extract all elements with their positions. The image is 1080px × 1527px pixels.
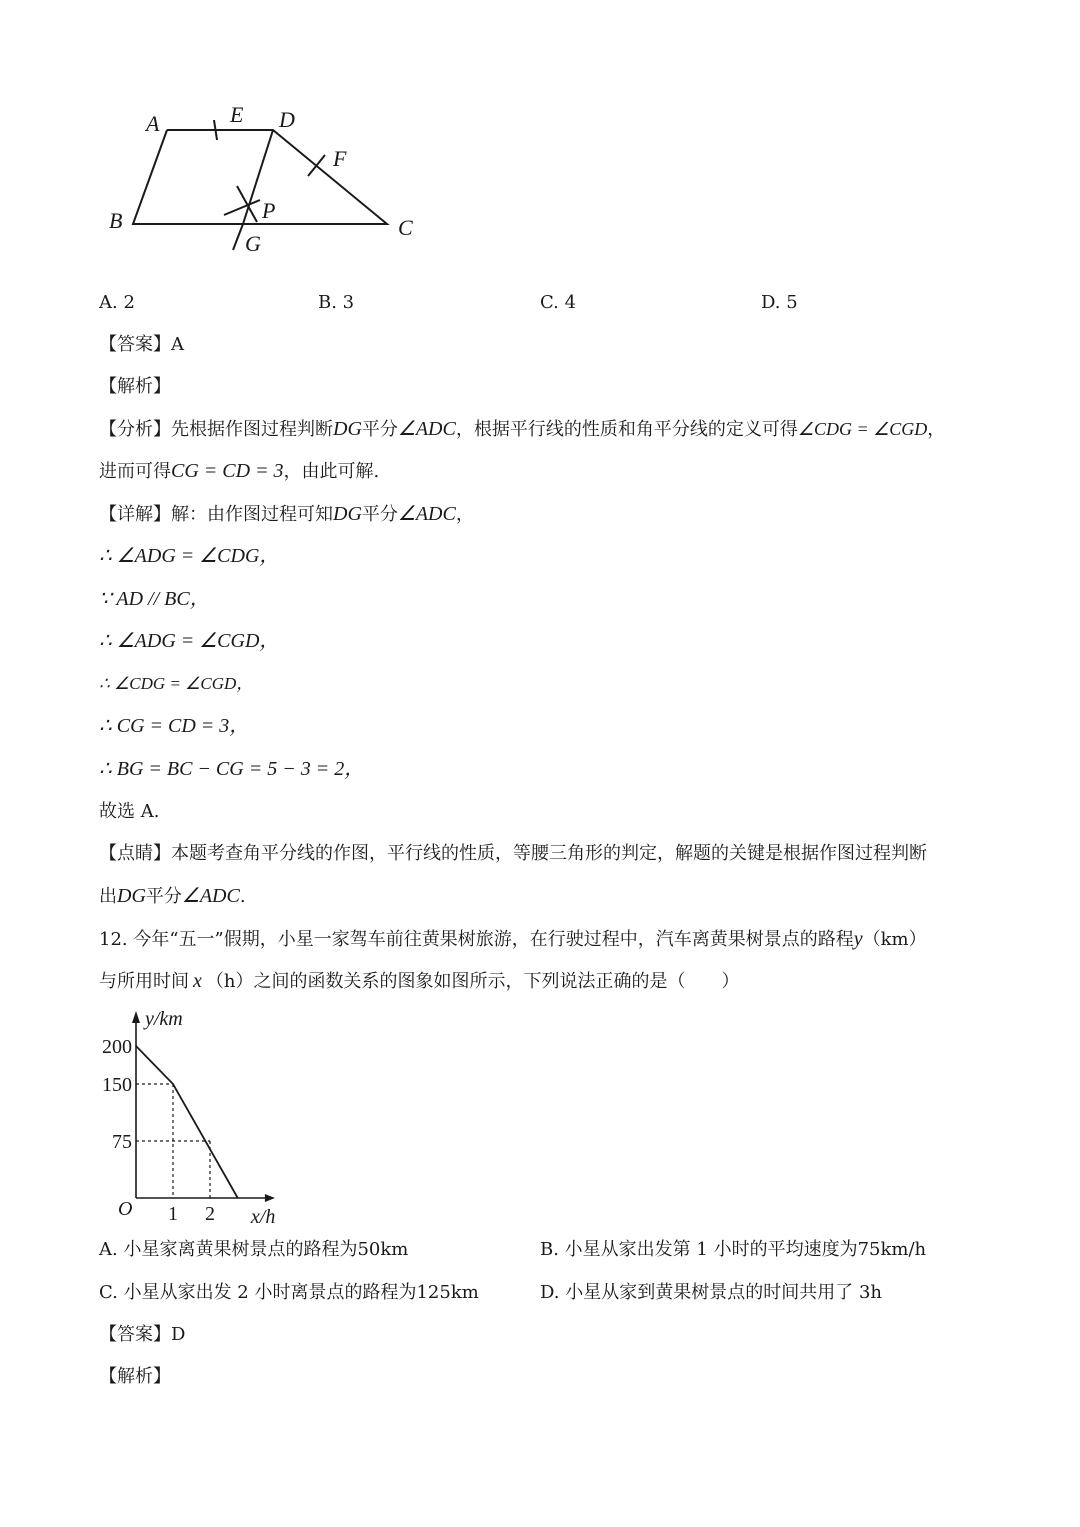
- y-axis-label: y/km: [145, 1008, 183, 1030]
- q11-option-b: B. 3: [318, 292, 355, 313]
- fenxi-eq: ∠CDG = ∠CGD: [797, 419, 928, 439]
- answer-tag: 【答案】: [99, 334, 171, 355]
- q12-stem-line1: [99, 927, 927, 952]
- dianjing-text: 本题考查角平分线的作图，平行线的性质，等腰三角形的判定，解题的关键是根据作图过程判断: [171, 843, 927, 864]
- fenxi2-eq: CG = CD = 3: [171, 460, 284, 482]
- xiangjie-tag: 【详解】: [99, 504, 171, 525]
- q11-step-2: ∵ AD // BC，: [99, 588, 210, 610]
- q11-fenxi-line1: [99, 417, 945, 442]
- answer-value: A: [171, 334, 184, 355]
- q12-unit-km: （km）: [862, 929, 927, 950]
- fenxi-tag: 【分析】: [99, 419, 171, 440]
- fenxi-text-e: ，根据平行线的性质和角平分线的定义可得: [455, 419, 798, 440]
- q11-step-1: ∴ ∠ADG = ∠CDG，: [99, 545, 280, 567]
- q11-option-d: D. 5: [761, 292, 798, 313]
- fenxi2-text-c: ，由此可解.: [283, 461, 380, 482]
- arc-mark-p1: [224, 200, 260, 215]
- q11-option-c: C. 4: [540, 292, 577, 313]
- q12-option-a: A. 小星家离黄果树景点的路程为50km: [99, 1239, 409, 1260]
- q12-text-1: 12. 今年“五一”假期，小星一家驾车前往黄果树旅游，在行驶过程中，汽车离黄果树景点的路程: [99, 929, 854, 950]
- q11-option-a: A. 2: [99, 292, 135, 313]
- label-E: E: [230, 102, 244, 127]
- dianjing-tag: 【点睛】: [99, 843, 171, 864]
- dianjing2-angle: ∠ADC: [181, 885, 240, 907]
- label-F: F: [333, 146, 347, 171]
- y-axis-arrow: [132, 1011, 140, 1023]
- label-A: A: [146, 111, 160, 136]
- dianjing2-dg: DG: [117, 885, 146, 907]
- y-tick-label-75: 75: [112, 1131, 132, 1153]
- q11-step-6: ∴ BG = BC − CG = 5 − 3 = 2，: [99, 758, 365, 780]
- y-tick-label-200: 200: [102, 1036, 132, 1058]
- label-P: P: [262, 198, 276, 223]
- label-C: C: [398, 215, 413, 240]
- xiangjie-dg: DG: [333, 503, 362, 525]
- y-tick-label-150: 150: [102, 1074, 132, 1096]
- xiangjie-text-c: 平分: [361, 504, 398, 525]
- q11-dianjing-line2: [99, 884, 246, 909]
- x-axis-label: x/h: [250, 1206, 276, 1227]
- q11-dianjing-line1: [99, 842, 927, 866]
- q12-answer: [99, 1323, 185, 1347]
- q12-text-2a: 与所用时间: [99, 971, 189, 992]
- q11-answer: [99, 333, 184, 357]
- dianjing2-text-c: 平分: [145, 886, 182, 907]
- arc-mark-g: [233, 224, 243, 250]
- q11-step-3: ∴ ∠ADG = ∠CGD，: [99, 630, 280, 652]
- series-line: [136, 1046, 238, 1198]
- q12-stem-line2: [99, 969, 739, 994]
- q11-fenxi-line2: [99, 459, 379, 484]
- dianjing2-text-e: .: [239, 886, 246, 907]
- fenxi-angle-adc: ∠ADC: [397, 418, 456, 440]
- distance-time-chart: [95, 1005, 295, 1227]
- fenxi2-text-a: 进而可得: [99, 461, 171, 482]
- x-tick-label-1: 1: [168, 1203, 178, 1225]
- fenxi-text-a: 先根据作图过程判断: [171, 419, 333, 440]
- q12-analysis-tag: 【解析】: [99, 1366, 171, 1387]
- fenxi-dg: DG: [333, 418, 362, 440]
- q12-var-x: x: [193, 970, 202, 992]
- q11-xiangjie: [99, 502, 474, 527]
- q11-analysis-tag: 【解析】: [99, 376, 171, 397]
- x-axis-arrow: [265, 1194, 275, 1202]
- xiangjie-angle: ∠ADC: [397, 503, 456, 525]
- label-B: B: [109, 208, 123, 233]
- trapezoid-figure: [100, 100, 430, 270]
- q12-text-2b: （h）之间的函数关系的图象如图所示，下列说法正确的是（ ）: [205, 971, 740, 992]
- q12-option-c: C. 小星从家出发 2 小时离景点的路程为125km: [99, 1282, 479, 1303]
- dianjing2-text-a: 出: [99, 886, 117, 907]
- label-G: G: [245, 231, 261, 256]
- x-tick-label-2: 2: [205, 1203, 215, 1225]
- xiangjie-text-a: 解：由作图过程可知: [171, 504, 333, 525]
- q12-var-y: y: [853, 928, 863, 950]
- origin-label: O: [118, 1198, 133, 1220]
- trapezoid-outline: [133, 130, 387, 224]
- q12-answer-value: D: [171, 1324, 186, 1345]
- arc-mark-f: [308, 155, 325, 176]
- q11-step-5: ∴ CG = CD = 3，: [99, 715, 250, 737]
- q11-conclusion: 故选 A.: [99, 801, 160, 822]
- label-D: D: [279, 107, 295, 132]
- q12-option-b: B. 小星从家出发第 1 小时的平均速度为75km/h: [540, 1239, 927, 1260]
- fenxi-text-g: ，: [927, 419, 946, 440]
- q12-option-d: D. 小星从家到黄果树景点的时间共用了 3h: [540, 1282, 882, 1303]
- xiangjie-text-e: ，: [455, 504, 474, 525]
- q11-step-4: ∴ ∠CDG = ∠CGD，: [99, 674, 254, 693]
- fenxi-text-c: 平分: [361, 419, 398, 440]
- q12-answer-tag: 【答案】: [99, 1324, 171, 1345]
